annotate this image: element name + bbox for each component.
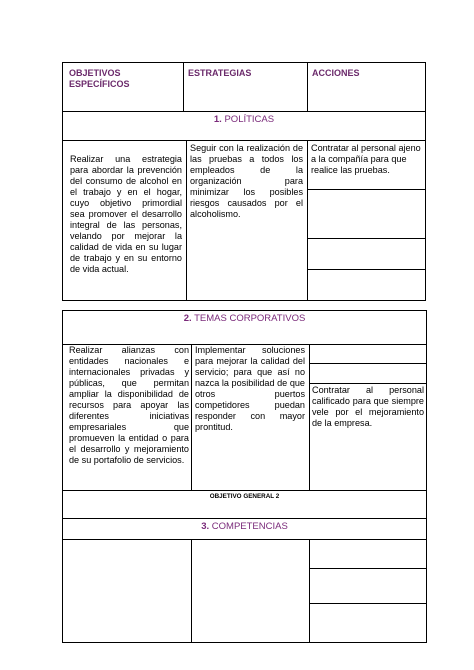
divider (63, 539, 426, 540)
divider (309, 603, 426, 604)
divider (307, 63, 308, 111)
section-label: POLÍTICAS (224, 114, 275, 125)
divider (309, 568, 426, 569)
header-acciones: ACCIONES (312, 68, 360, 78)
divider (309, 539, 310, 642)
objetivo-cell-text: Realizar una estrategia para abordar la prevención del consumo de alcohol en el trabajo y en el hogar, cuyo objetivo primordial sea promover el desarrollo integral de las personas, velando por mejorar la calidad de vida en su lugar de trabajo y en su entorno de vida actual. (70, 154, 182, 275)
divider (307, 269, 425, 270)
section-label: COMPETENCIAS (211, 521, 288, 532)
divider (191, 344, 192, 490)
divider (309, 344, 310, 490)
divider (63, 140, 425, 141)
section-title-temas-corporativos (63, 313, 426, 325)
divider (309, 383, 426, 384)
table-temas-corporativos (62, 310, 427, 643)
header-objetivos: OBJETIVOS ESPECÍFICOS (69, 68, 130, 89)
divider (191, 539, 192, 642)
table-politicas (62, 62, 426, 301)
divider (307, 189, 425, 190)
accion-cell-text: Contratar al personal calificado para que siempre vele por el mejoramiento de la empresa. (312, 385, 424, 429)
estrategia-cell-text: Implementar soluciones para mejorar la calidad del servicio; para que así no nazca la posibilidad de que otros puertos competidores puedan responder con mayor prontitud. (195, 345, 305, 433)
objetivo-cell-text: Realizar alianzas con entidades nacionales e internacionales privadas y públicas, que permitan ampliar la disponibilidad de recursos para apoyar las diferentes iniciativas empresariales que promueven la entidad o para el desarrollo y mejoramiento de su portafolio de servicios. (69, 345, 189, 466)
divider (186, 140, 187, 300)
section-number: 3. (201, 521, 210, 532)
section-title-competencias (63, 521, 426, 533)
accion-cell-text: Contratar al personal ajeno a la compañía para que realice las pruebas. (311, 143, 421, 176)
divider (309, 363, 426, 364)
section-number: 2. (183, 313, 192, 324)
estrategia-cell-text: Seguir con la realización de las pruebas a todos los empleados de la organización para minimizar los posibles riesgos causados por el alcoholismo. (190, 143, 303, 220)
section-number: 1. (213, 114, 222, 125)
divider (63, 111, 425, 112)
section-title-politicas (63, 114, 425, 126)
divider (307, 238, 425, 239)
header-estrategias: ESTRATEGIAS (188, 68, 252, 78)
section-label: TEMAS CORPORATIVOS (194, 313, 306, 324)
divider (183, 63, 184, 111)
divider (63, 490, 426, 491)
divider (307, 140, 308, 300)
objetivo-general-label: OBJETIVO GENERAL 2 (209, 493, 280, 500)
divider (63, 518, 426, 519)
